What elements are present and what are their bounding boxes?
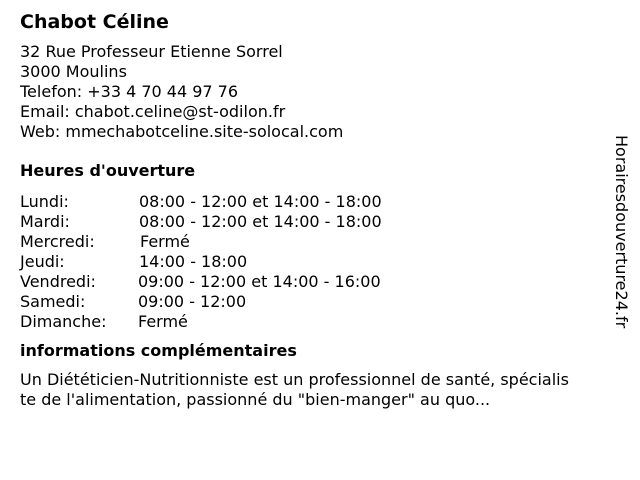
business-name: Chabot Céline (20, 11, 169, 33)
description-line: Un Diététicien-Nutritionniste est un professionnel de santé, spécialis (20, 370, 569, 389)
hours-row (20, 212, 600, 232)
hours-time: 09:00 - 12:00 et 14:00 - 16:00 (138, 272, 381, 291)
email-text: Email: chabot.celine@st-odilon.fr (20, 102, 286, 121)
info-heading: informations complémentaires (20, 341, 297, 360)
hours-day: Lundi: (20, 192, 69, 211)
opening-hours-table (20, 192, 600, 332)
hours-time: Fermé (140, 232, 190, 251)
hours-time: 08:00 - 12:00 et 14:00 - 18:00 (139, 212, 382, 231)
hours-time: 08:00 - 12:00 et 14:00 - 18:00 (139, 192, 382, 211)
phone-text: Telefon: +33 4 70 44 97 76 (20, 82, 239, 101)
hours-heading: Heures d'ouverture (20, 161, 196, 180)
website-text: Web: mmechabotceline.site-solocal.com (20, 122, 344, 141)
description-line: te de l'alimentation, passionné du "bien-manger" au quo... (20, 390, 491, 409)
hours-row (20, 272, 600, 292)
hours-row (20, 232, 600, 252)
hours-day: Vendredi: (20, 272, 96, 291)
hours-row (20, 252, 600, 272)
hours-time: Fermé (138, 312, 188, 331)
hours-day: Mercredi: (20, 232, 95, 251)
hours-row (20, 292, 600, 312)
hours-row (20, 192, 600, 212)
hours-day: Samedi: (20, 292, 86, 311)
address-street: 32 Rue Professeur Etienne Sorrel (20, 42, 283, 61)
hours-time: 14:00 - 18:00 (139, 252, 248, 271)
business-card (20, 10, 600, 410)
address-city: 3000 Moulins (20, 62, 127, 81)
hours-day: Dimanche: (20, 312, 107, 331)
site-watermark: Horairesdouverture24.fr (612, 135, 631, 329)
contact-block (20, 42, 600, 142)
hours-day: Mardi: (20, 212, 70, 231)
hours-time: 09:00 - 12:00 (138, 292, 247, 311)
hours-row (20, 312, 600, 332)
hours-day: Jeudi: (20, 252, 65, 271)
